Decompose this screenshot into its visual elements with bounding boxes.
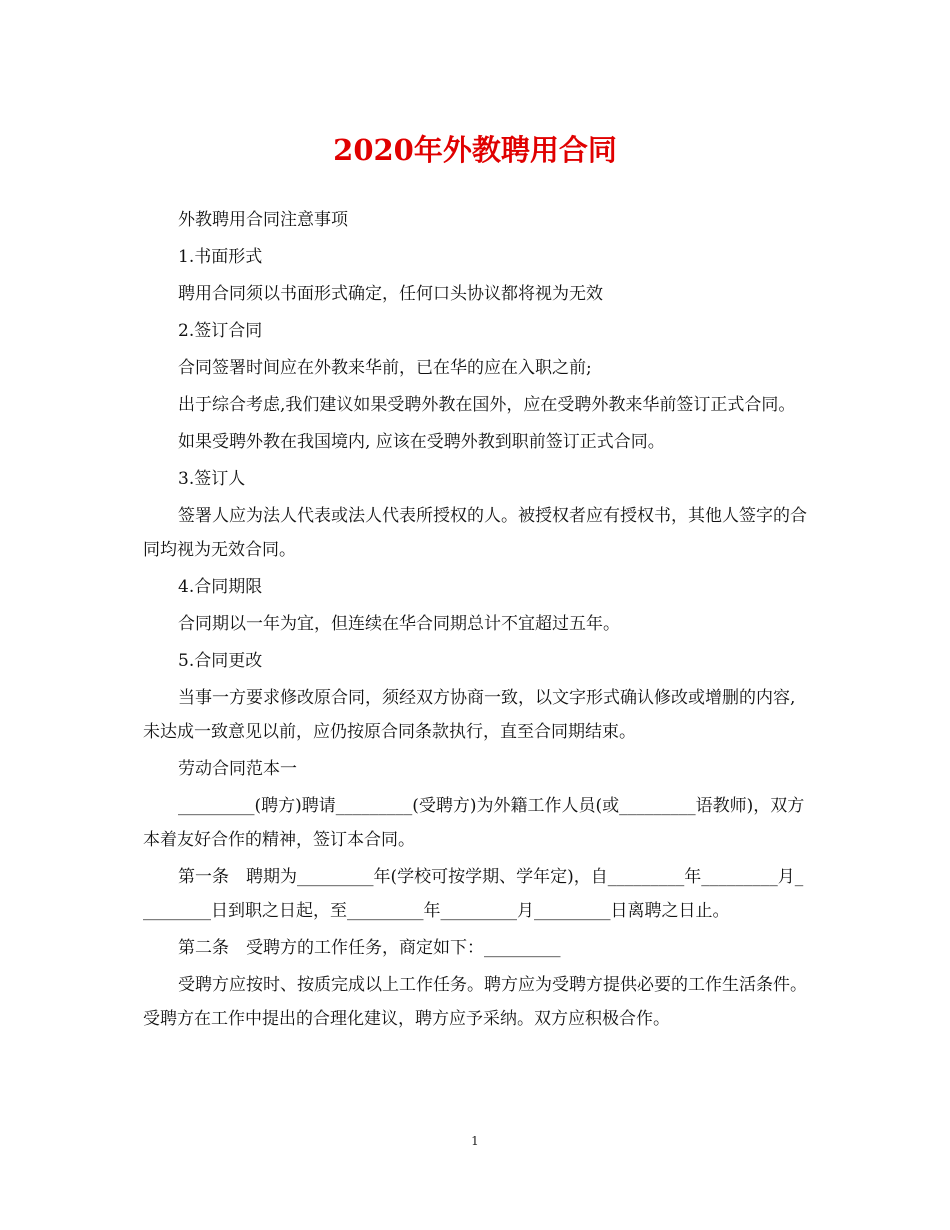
paragraph-section-2-heading: 2.签订合同 — [178, 321, 263, 341]
paragraph-section-3-text: 签署人应为法人代表或法人代表所授权的人。被授权者应有授权书，其他人签字的合同均视为无效合同。 — [143, 506, 807, 560]
document-body — [143, 203, 807, 1036]
paragraph-article-2: 第二条 受聘方的工作任务，商定如下：_________ — [178, 938, 561, 958]
paragraph-section-3-heading: 3.签订人 — [178, 469, 246, 489]
paragraph-section-5-text: 当事一方要求修改原合同，须经双方协商一致，以文字形式确认修改或增删的内容,未达成一致意见以前，应仍按原合同条款执行，直至合同期结束。 — [143, 688, 796, 742]
paragraph-section-1-text: 聘用合同须以书面形式确定，任何口头协议都将视为无效 — [178, 284, 603, 304]
document-title: 2020年外教聘用合同 — [333, 133, 617, 167]
paragraph-section-2-text-b: 出于综合考虑,我们建议如果受聘外教在国外，应在受聘外教来华前签订正式合同。 — [178, 395, 796, 415]
paragraph-section-5-heading: 5.合同更改 — [178, 651, 263, 671]
paragraph-section-4-heading: 4.合同期限 — [178, 577, 263, 597]
paragraph-section-1-heading: 1.书面形式 — [178, 247, 263, 267]
paragraph-template-heading: 劳动合同范本一 — [178, 759, 297, 779]
paragraph-section-2-text-a: 合同签署时间应在外教来华前，已在华的应在入职之前; — [178, 358, 592, 378]
paragraph-template-intro: _________(聘方)聘请_________(受聘方)为外籍工作人员(或_________语教师)，双方本着友好合作的精神，签订本合同。 — [143, 796, 805, 850]
paragraph-article-1: 第一条 聘期为_________年(学校可按学期、学年定)，自_________年_________月_________日到职之日起，至_________年_________月_________日离聘之日止。 — [143, 867, 804, 921]
paragraph-section-4-text: 合同期以一年为宜，但连续在华合同期总计不宜超过五年。 — [178, 614, 620, 634]
paragraph-section-2-text-c: 如果受聘外教在我国境内, 应该在受聘外教到职前签订正式合同。 — [178, 432, 665, 452]
page-number: 1 — [471, 1134, 479, 1148]
paragraph-notes-heading: 外教聘用合同注意事项 — [178, 210, 348, 230]
paragraph-article-2-text: 受聘方应按时、按质完成以上工作任务。聘方应为受聘方提供必要的工作生活条件。受聘方在工作中提出的合理化建议，聘方应予采纳。双方应积极合作。 — [143, 975, 807, 1029]
